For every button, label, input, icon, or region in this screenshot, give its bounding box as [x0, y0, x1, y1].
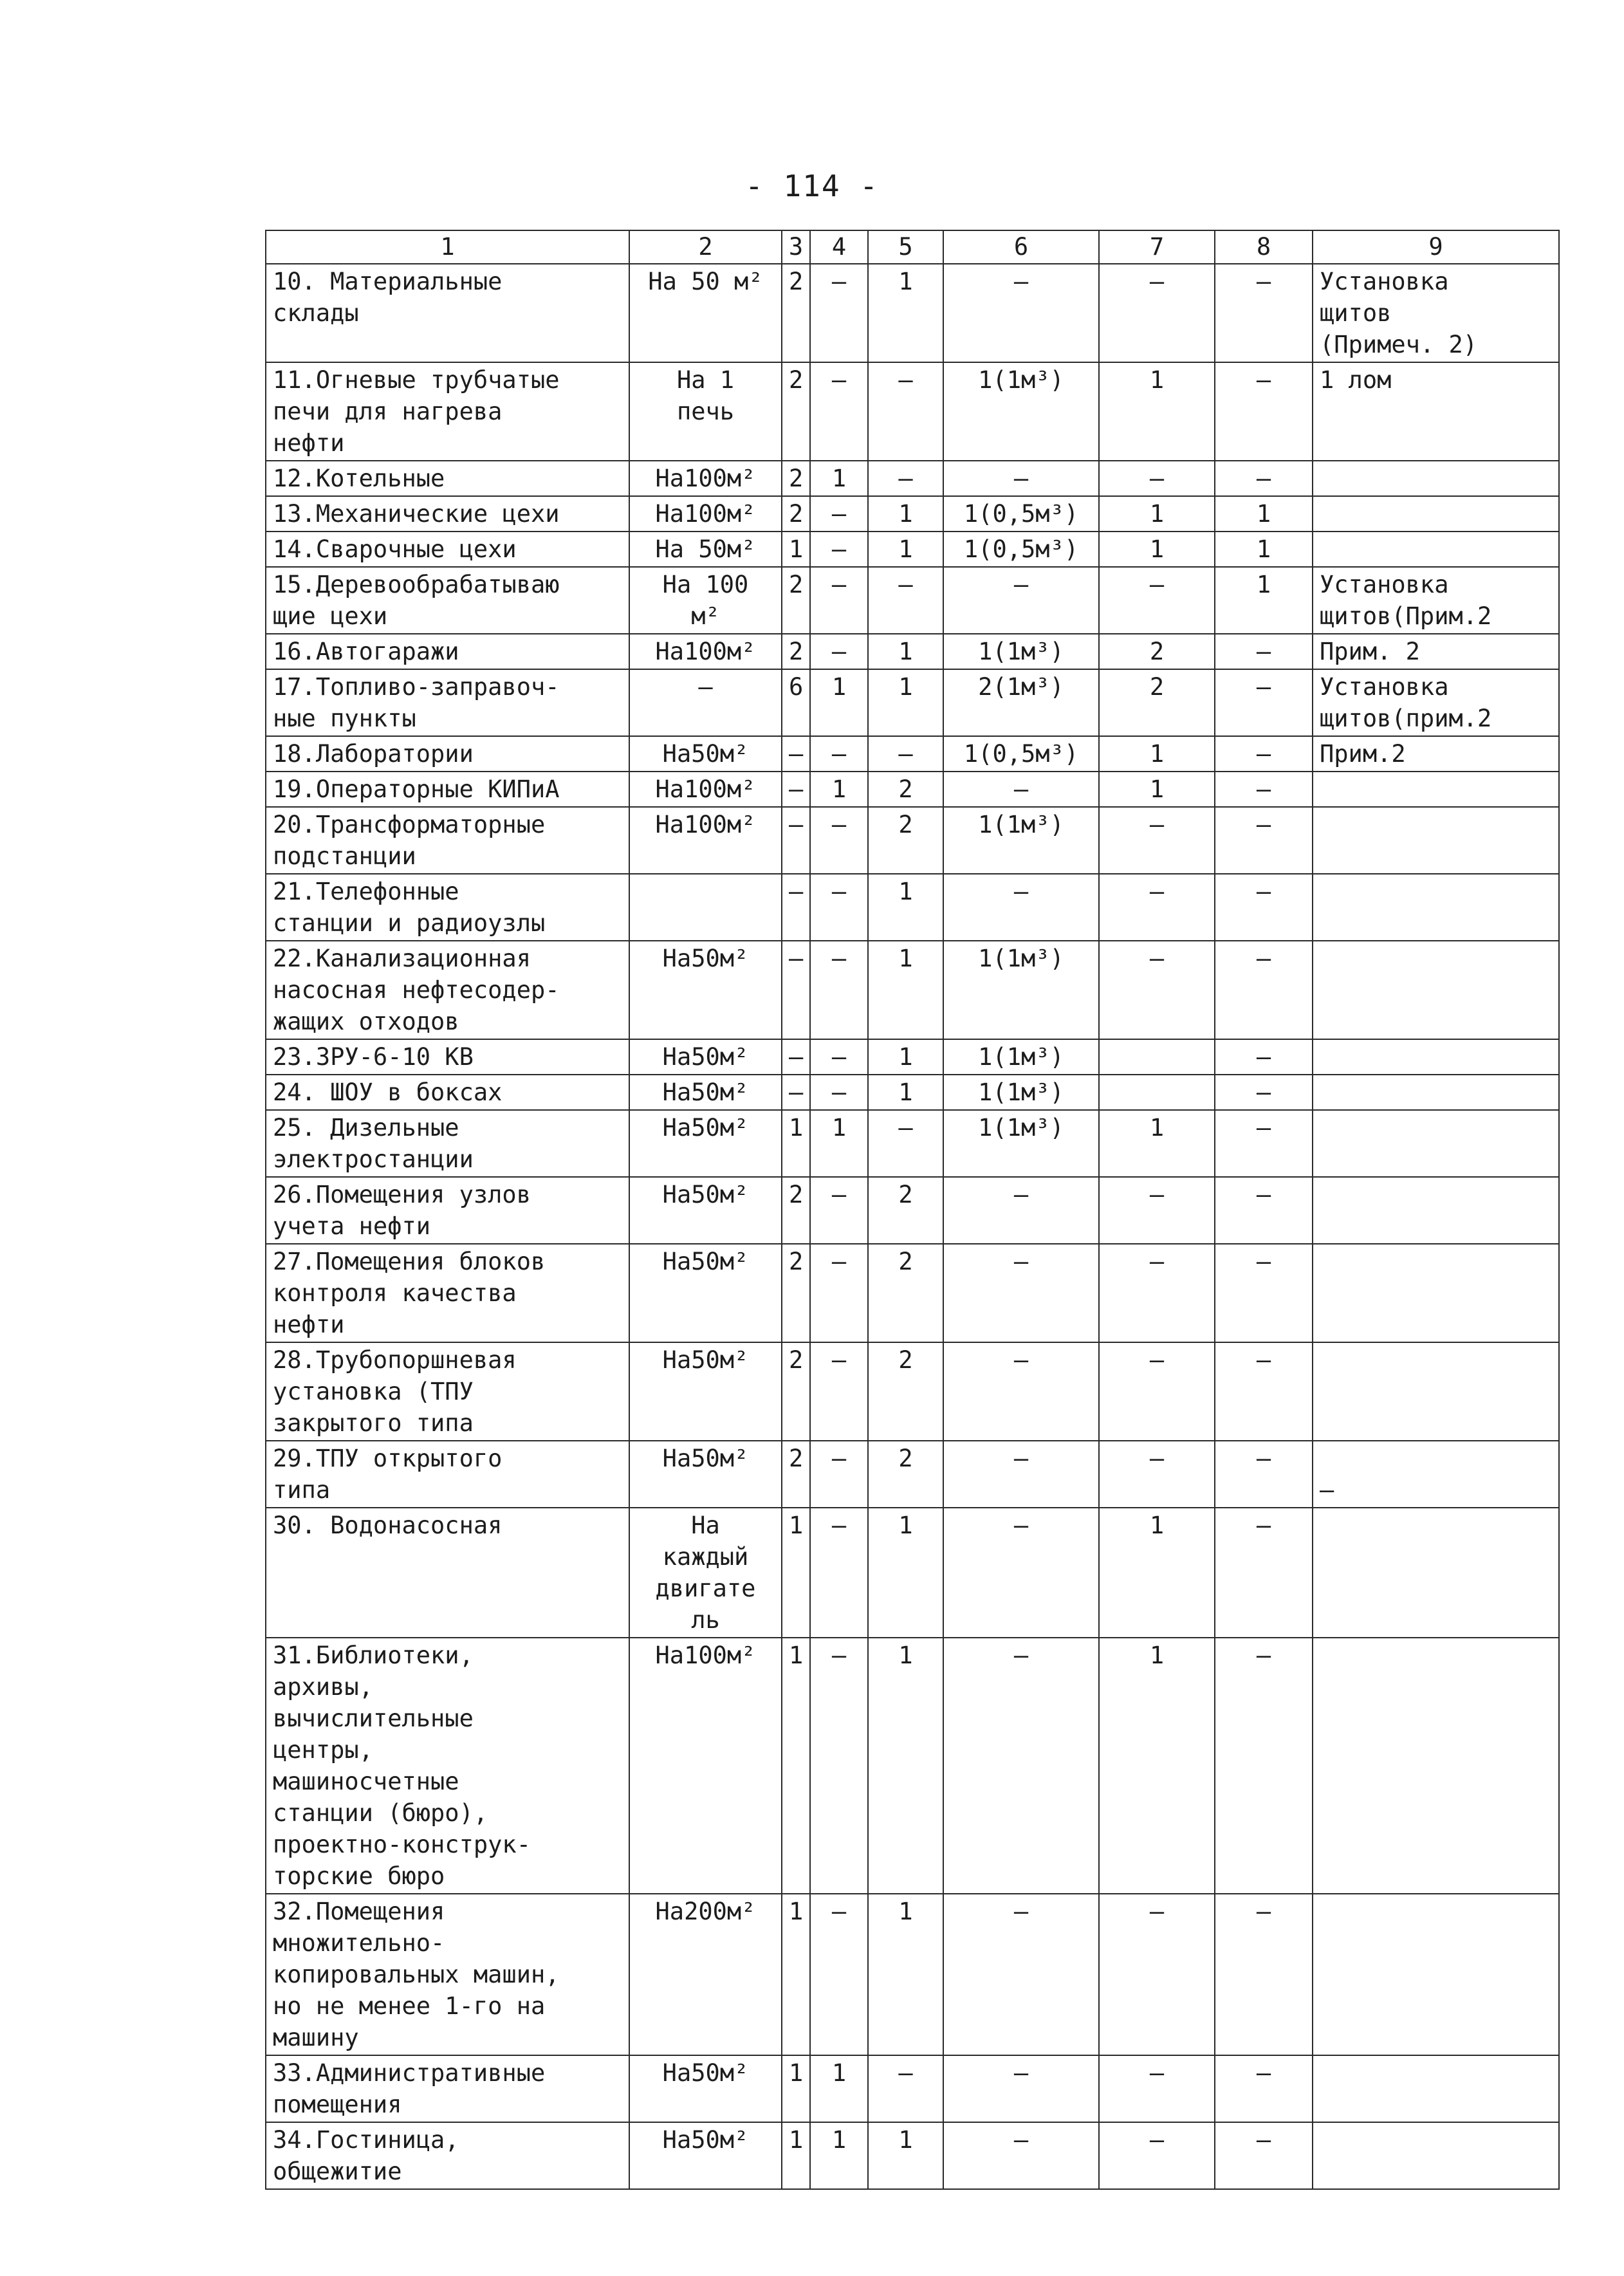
table-row	[266, 2055, 1559, 2122]
col7-cell	[1099, 1039, 1215, 1075]
col4-cell: 1	[810, 772, 868, 807]
col6-cell: –	[943, 461, 1099, 496]
table-header-row	[266, 230, 1559, 264]
col5-cell: 1	[868, 1638, 943, 1894]
norm-unit-cell: На200м²	[629, 1894, 782, 2055]
col5-cell: 1	[868, 532, 943, 567]
col7-cell: –	[1099, 264, 1215, 362]
col5-cell: 1	[868, 264, 943, 362]
premises-cell: 22.Канализационная насосная нефтесодер- жащих отходов	[266, 941, 629, 1039]
col5-cell: 1	[868, 1508, 943, 1638]
norm-unit-cell: На50м²	[629, 1075, 782, 1110]
note-cell: Установка щитов(Прим.2	[1313, 567, 1559, 634]
col8-cell: 1	[1215, 532, 1313, 567]
premises-cell: 32.Помещения множительно- копировальных машин, но не менее 1-го на машину	[266, 1894, 629, 2055]
col4-cell: –	[810, 1638, 868, 1894]
col3-cell: 1	[782, 1638, 810, 1894]
col6-cell: 1(0,5м³)	[943, 532, 1099, 567]
table-body	[266, 264, 1559, 2189]
premises-cell: 24. ШОУ в боксах	[266, 1075, 629, 1110]
col4-cell: –	[810, 941, 868, 1039]
col3-cell: 2	[782, 496, 810, 532]
col5-cell: –	[868, 461, 943, 496]
col5-cell: 1	[868, 2122, 943, 2189]
norm-unit-cell: На50м²	[629, 1110, 782, 1177]
table-row	[266, 807, 1559, 874]
col8-cell: –	[1215, 807, 1313, 874]
col6-cell: 1(1м³)	[943, 362, 1099, 461]
col6-cell: –	[943, 1177, 1099, 1244]
col7-cell: –	[1099, 567, 1215, 634]
col5-cell: –	[868, 736, 943, 772]
col5-cell: 1	[868, 1039, 943, 1075]
column-header: 1	[266, 230, 629, 264]
col7-cell: –	[1099, 2122, 1215, 2189]
col6-cell: –	[943, 264, 1099, 362]
col3-cell: 2	[782, 1244, 810, 1342]
col7-cell: 1	[1099, 532, 1215, 567]
premises-cell: 28.Трубопоршневая установка (ТПУ закрытого типа	[266, 1342, 629, 1441]
col7-cell: –	[1099, 1244, 1215, 1342]
column-header: 2	[629, 230, 782, 264]
norm-unit-cell: На каждый двигате ль	[629, 1508, 782, 1638]
col8-cell: 1	[1215, 496, 1313, 532]
col6-cell: 1(0,5м³)	[943, 736, 1099, 772]
table-row	[266, 264, 1559, 362]
note-cell	[1313, 1638, 1559, 1894]
table-row	[266, 2122, 1559, 2189]
col3-cell: 1	[782, 1110, 810, 1177]
table-row	[266, 1508, 1559, 1638]
col7-cell: –	[1099, 941, 1215, 1039]
col3-cell: 2	[782, 264, 810, 362]
col7-cell: –	[1099, 1342, 1215, 1441]
col5-cell: 2	[868, 1342, 943, 1441]
col4-cell: –	[810, 1177, 868, 1244]
norm-unit-cell: На50м²	[629, 1177, 782, 1244]
col8-cell: –	[1215, 941, 1313, 1039]
norm-unit-cell: На50м²	[629, 941, 782, 1039]
col6-cell: 1(1м³)	[943, 634, 1099, 669]
premises-cell: 13.Механические цехи	[266, 496, 629, 532]
col4-cell: 1	[810, 2122, 868, 2189]
note-cell	[1313, 2122, 1559, 2189]
col3-cell: 1	[782, 1894, 810, 2055]
col7-cell	[1099, 1075, 1215, 1110]
col8-cell: 1	[1215, 567, 1313, 634]
column-header: 7	[1099, 230, 1215, 264]
note-cell	[1313, 532, 1559, 567]
col3-cell: 2	[782, 634, 810, 669]
col3-cell: 2	[782, 1441, 810, 1508]
note-cell	[1313, 941, 1559, 1039]
col6-cell: –	[943, 567, 1099, 634]
premises-cell: 31.Библиотеки, архивы, вычислительные центры, машиносчетные станции (бюро), проектно-конструк- торские бюро	[266, 1638, 629, 1894]
premises-cell: 20.Трансформаторные подстанции	[266, 807, 629, 874]
col6-cell: 1(1м³)	[943, 1075, 1099, 1110]
col6-cell: –	[943, 772, 1099, 807]
col5-cell: –	[868, 362, 943, 461]
norm-unit-cell: На 50 м²	[629, 264, 782, 362]
col4-cell: –	[810, 1039, 868, 1075]
premises-cell: 23.ЗРУ-6-10 КВ	[266, 1039, 629, 1075]
column-header: 6	[943, 230, 1099, 264]
col8-cell: –	[1215, 1177, 1313, 1244]
col8-cell: –	[1215, 772, 1313, 807]
note-cell	[1313, 2055, 1559, 2122]
premises-cell: 12.Котельные	[266, 461, 629, 496]
fire-equipment-table	[265, 230, 1560, 2190]
col8-cell: –	[1215, 2055, 1313, 2122]
note-cell	[1313, 1244, 1559, 1342]
col3-cell: –	[782, 736, 810, 772]
col8-cell: –	[1215, 1244, 1313, 1342]
col6-cell: 1(1м³)	[943, 1110, 1099, 1177]
premises-cell: 17.Топливо-заправоч- ные пункты	[266, 669, 629, 736]
table-row	[266, 669, 1559, 736]
col7-cell: 1	[1099, 1638, 1215, 1894]
col8-cell: –	[1215, 264, 1313, 362]
col7-cell: –	[1099, 874, 1215, 941]
col6-cell: –	[943, 2055, 1099, 2122]
col4-cell: –	[810, 567, 868, 634]
norm-unit-cell: На50м²	[629, 1244, 782, 1342]
col6-cell: 1(1м³)	[943, 1039, 1099, 1075]
note-cell	[1313, 496, 1559, 532]
norm-unit-cell: На100м²	[629, 461, 782, 496]
col4-cell: –	[810, 1342, 868, 1441]
note-cell	[1313, 1508, 1559, 1638]
premises-cell: 19.Операторные КИПиА	[266, 772, 629, 807]
col5-cell: –	[868, 567, 943, 634]
col5-cell: 1	[868, 941, 943, 1039]
col7-cell: –	[1099, 461, 1215, 496]
col7-cell: –	[1099, 2055, 1215, 2122]
table-row	[266, 461, 1559, 496]
col3-cell: 1	[782, 2122, 810, 2189]
col5-cell: 1	[868, 874, 943, 941]
col8-cell: –	[1215, 362, 1313, 461]
note-cell: Установка щитов(прим.2	[1313, 669, 1559, 736]
col3-cell: 2	[782, 1177, 810, 1244]
col3-cell: 2	[782, 362, 810, 461]
col5-cell: –	[868, 1110, 943, 1177]
norm-unit-cell: На50м²	[629, 2122, 782, 2189]
note-cell: Прим.2	[1313, 736, 1559, 772]
col3-cell: 2	[782, 1342, 810, 1441]
col4-cell: –	[810, 532, 868, 567]
col6-cell: 1(1м³)	[943, 941, 1099, 1039]
norm-unit-cell	[629, 874, 782, 941]
premises-cell: 34.Гостиница, общежитие	[266, 2122, 629, 2189]
col5-cell: 2	[868, 772, 943, 807]
col3-cell: 1	[782, 2055, 810, 2122]
note-cell: Прим. 2	[1313, 634, 1559, 669]
col4-cell: –	[810, 736, 868, 772]
col6-cell: –	[943, 1244, 1099, 1342]
note-cell	[1313, 1342, 1559, 1441]
col4-cell: –	[810, 1508, 868, 1638]
table-row	[266, 362, 1559, 461]
premises-cell: 11.Огневые трубчатые печи для нагрева нефти	[266, 362, 629, 461]
col5-cell: –	[868, 2055, 943, 2122]
table-row	[266, 532, 1559, 567]
col6-cell: –	[943, 1508, 1099, 1638]
col7-cell: 1	[1099, 736, 1215, 772]
col4-cell: –	[810, 874, 868, 941]
table-row	[266, 1244, 1559, 1342]
note-cell	[1313, 874, 1559, 941]
col8-cell: –	[1215, 1894, 1313, 2055]
premises-cell: 10. Материальные склады	[266, 264, 629, 362]
table-row	[266, 1039, 1559, 1075]
premises-cell: 29.ТПУ открытого типа	[266, 1441, 629, 1508]
norm-unit-cell: На100м²	[629, 496, 782, 532]
col5-cell: 2	[868, 807, 943, 874]
premises-cell: 21.Телефонные станции и радиоузлы	[266, 874, 629, 941]
col8-cell: –	[1215, 1075, 1313, 1110]
note-cell	[1313, 807, 1559, 874]
col8-cell: –	[1215, 1342, 1313, 1441]
table-row	[266, 1177, 1559, 1244]
norm-unit-cell: На50м²	[629, 1342, 782, 1441]
col8-cell: –	[1215, 2122, 1313, 2189]
norm-unit-cell: На100м²	[629, 1638, 782, 1894]
norm-unit-cell: На 50м²	[629, 532, 782, 567]
norm-unit-cell: На50м²	[629, 736, 782, 772]
norm-unit-cell: На100м²	[629, 807, 782, 874]
note-cell	[1313, 1110, 1559, 1177]
table-row	[266, 634, 1559, 669]
premises-cell: 18.Лаборатории	[266, 736, 629, 772]
table-row	[266, 1075, 1559, 1110]
col4-cell: 1	[810, 2055, 868, 2122]
norm-unit-cell: На100м²	[629, 772, 782, 807]
norm-unit-cell: На 100 м²	[629, 567, 782, 634]
column-header: 5	[868, 230, 943, 264]
col5-cell: 2	[868, 1177, 943, 1244]
col8-cell: –	[1215, 1039, 1313, 1075]
norm-unit-cell: На50м²	[629, 1441, 782, 1508]
col3-cell: –	[782, 941, 810, 1039]
table-row	[266, 1342, 1559, 1441]
note-cell: –	[1313, 1441, 1559, 1508]
col6-cell: –	[943, 1342, 1099, 1441]
table-row	[266, 941, 1559, 1039]
col8-cell: –	[1215, 874, 1313, 941]
col4-cell: –	[810, 496, 868, 532]
table-row	[266, 772, 1559, 807]
premises-cell: 30. Водонасосная	[266, 1508, 629, 1638]
col6-cell: 1(1м³)	[943, 807, 1099, 874]
col7-cell: –	[1099, 807, 1215, 874]
premises-cell: 16.Автогаражи	[266, 634, 629, 669]
col6-cell: –	[943, 874, 1099, 941]
col4-cell: 1	[810, 669, 868, 736]
note-cell	[1313, 461, 1559, 496]
col5-cell: 1	[868, 634, 943, 669]
col5-cell: 1	[868, 1075, 943, 1110]
col7-cell: 1	[1099, 1508, 1215, 1638]
table-row	[266, 874, 1559, 941]
column-header: 3	[782, 230, 810, 264]
col3-cell: –	[782, 1039, 810, 1075]
col4-cell: –	[810, 1894, 868, 2055]
col4-cell: –	[810, 807, 868, 874]
note-cell	[1313, 1177, 1559, 1244]
col4-cell: –	[810, 362, 868, 461]
col3-cell: –	[782, 807, 810, 874]
note-cell	[1313, 772, 1559, 807]
column-header: 9	[1313, 230, 1559, 264]
table-row	[266, 1894, 1559, 2055]
table-row	[266, 1441, 1559, 1508]
col6-cell: 1(0,5м³)	[943, 496, 1099, 532]
note-cell	[1313, 1075, 1559, 1110]
col3-cell: 6	[782, 669, 810, 736]
col3-cell: 2	[782, 461, 810, 496]
note-cell: Установка щитов (Примеч. 2)	[1313, 264, 1559, 362]
col5-cell: 2	[868, 1244, 943, 1342]
col7-cell: 1	[1099, 362, 1215, 461]
col6-cell: –	[943, 1894, 1099, 2055]
col8-cell: –	[1215, 1508, 1313, 1638]
col8-cell: –	[1215, 461, 1313, 496]
col3-cell: –	[782, 772, 810, 807]
col7-cell: 1	[1099, 496, 1215, 532]
premises-cell: 14.Сварочные цехи	[266, 532, 629, 567]
premises-cell: 27.Помещения блоков контроля качества нефти	[266, 1244, 629, 1342]
premises-cell: 25. Дизельные электростанции	[266, 1110, 629, 1177]
col4-cell: –	[810, 264, 868, 362]
note-cell: 1 лом	[1313, 362, 1559, 461]
col8-cell: –	[1215, 1638, 1313, 1894]
norm-unit-cell: На 1 печь	[629, 362, 782, 461]
col3-cell: –	[782, 874, 810, 941]
page-number: - 114 -	[745, 169, 879, 203]
premises-cell: 26.Помещения узлов учета нефти	[266, 1177, 629, 1244]
col7-cell: 1	[1099, 1110, 1215, 1177]
col8-cell: –	[1215, 669, 1313, 736]
table-row	[266, 567, 1559, 634]
col8-cell: –	[1215, 634, 1313, 669]
col4-cell: 1	[810, 1110, 868, 1177]
col6-cell: –	[943, 1638, 1099, 1894]
column-header: 4	[810, 230, 868, 264]
col7-cell: –	[1099, 1894, 1215, 2055]
col8-cell: –	[1215, 1441, 1313, 1508]
col5-cell: 1	[868, 1894, 943, 2055]
note-cell	[1313, 1894, 1559, 2055]
col5-cell: 1	[868, 496, 943, 532]
premises-cell: 15.Деревообрабатываю щие цехи	[266, 567, 629, 634]
col7-cell: 2	[1099, 669, 1215, 736]
col3-cell: 2	[782, 567, 810, 634]
norm-unit-cell: На50м²	[629, 2055, 782, 2122]
norm-unit-cell: –	[629, 669, 782, 736]
table-row	[266, 1638, 1559, 1894]
premises-cell: 33.Административные помещения	[266, 2055, 629, 2122]
col4-cell: –	[810, 1075, 868, 1110]
col8-cell: –	[1215, 736, 1313, 772]
note-cell	[1313, 1039, 1559, 1075]
col3-cell: 1	[782, 532, 810, 567]
table-row	[266, 1110, 1559, 1177]
col4-cell: 1	[810, 461, 868, 496]
col4-cell: –	[810, 1244, 868, 1342]
table-row	[266, 496, 1559, 532]
col8-cell: –	[1215, 1110, 1313, 1177]
col7-cell: 1	[1099, 772, 1215, 807]
table-row	[266, 736, 1559, 772]
col6-cell: 2(1м³)	[943, 669, 1099, 736]
col7-cell: –	[1099, 1441, 1215, 1508]
col5-cell: 2	[868, 1441, 943, 1508]
col7-cell: –	[1099, 1177, 1215, 1244]
norm-unit-cell: На100м²	[629, 634, 782, 669]
col7-cell: 2	[1099, 634, 1215, 669]
norm-unit-cell: На50м²	[629, 1039, 782, 1075]
column-header: 8	[1215, 230, 1313, 264]
col6-cell: –	[943, 1441, 1099, 1508]
col3-cell: 1	[782, 1508, 810, 1638]
col4-cell: –	[810, 1441, 868, 1508]
col4-cell: –	[810, 634, 868, 669]
col6-cell: –	[943, 2122, 1099, 2189]
col5-cell: 1	[868, 669, 943, 736]
col3-cell: –	[782, 1075, 810, 1110]
